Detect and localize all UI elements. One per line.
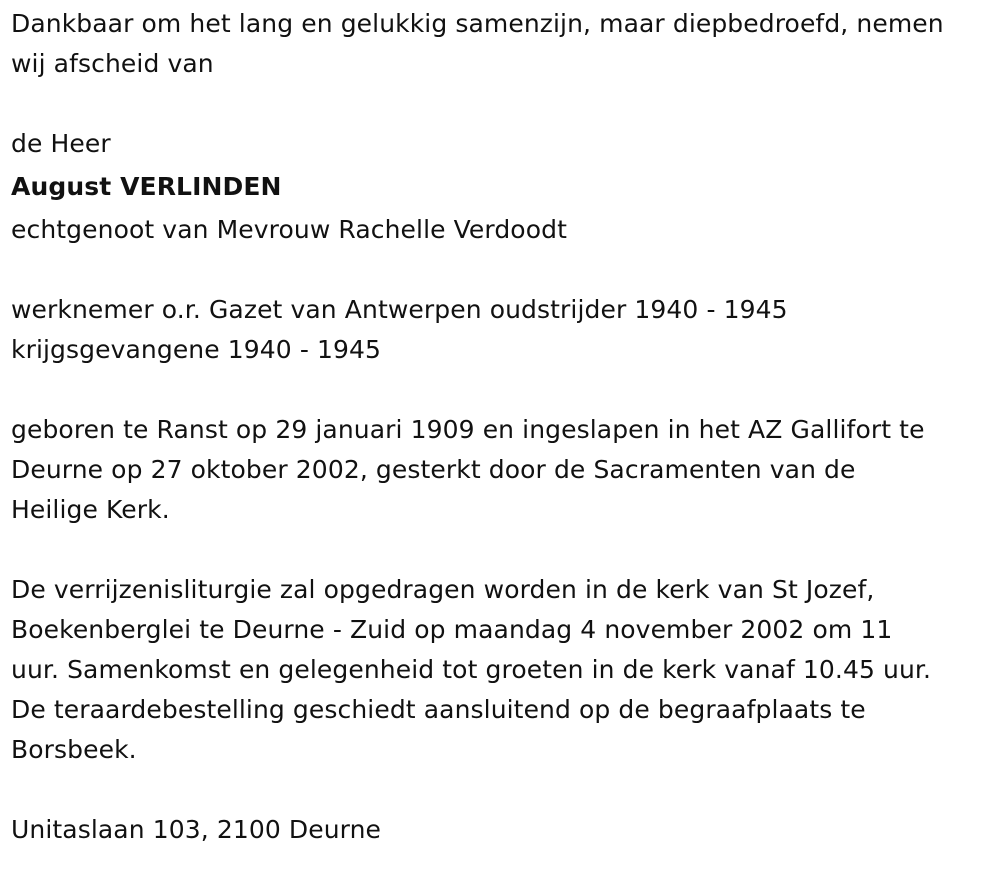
career-line: krijgsgevangene 1940 - 1945 xyxy=(11,335,382,364)
intro-paragraph xyxy=(11,4,996,84)
intro-line: wij afscheid van xyxy=(11,49,214,78)
career-line: werknemer o.r. Gazet van Antwerpen oudstrijder 1940 - 1945 xyxy=(11,295,788,324)
ceremony-line: Boekenberglei te Deurne - Zuid op maandag 4 november 2002 om 11 xyxy=(11,615,893,644)
honorific-title: de Heer xyxy=(11,129,111,158)
career-paragraph xyxy=(11,290,996,370)
intro-line: Dankbaar om het lang en gelukkig samenzijn, maar diepbedroefd, nemen xyxy=(11,9,944,38)
spouse-line: echtgenoot van Mevrouw Rachelle Verdoodt xyxy=(11,215,567,244)
birth-death-paragraph xyxy=(11,410,996,530)
deceased-name: August VERLINDEN xyxy=(11,172,282,201)
ceremony-line: De verrijzenisliturgie zal opgedragen worden in de kerk van St Jozef, xyxy=(11,575,875,604)
ceremony-line: uur. Samenkomst en gelegenheid tot groeten in de kerk vanaf 10.45 uur. xyxy=(11,655,932,684)
deceased-block xyxy=(11,124,996,250)
birth-death-line: geboren te Ranst op 29 januari 1909 en ingeslapen in het AZ Gallifort te xyxy=(11,415,925,444)
birth-death-line: Deurne op 27 oktober 2002, gesterkt door de Sacramenten van de xyxy=(11,455,856,484)
address-line: Unitaslaan 103, 2100 Deurne xyxy=(11,815,382,844)
address-paragraph xyxy=(11,810,996,850)
obituary-notice xyxy=(11,4,996,850)
ceremony-paragraph xyxy=(11,570,996,770)
ceremony-line: Borsbeek. xyxy=(11,735,137,764)
birth-death-line: Heilige Kerk. xyxy=(11,495,170,524)
ceremony-line: De teraardebestelling geschiedt aansluitend op de begraafplaats te xyxy=(11,695,866,724)
